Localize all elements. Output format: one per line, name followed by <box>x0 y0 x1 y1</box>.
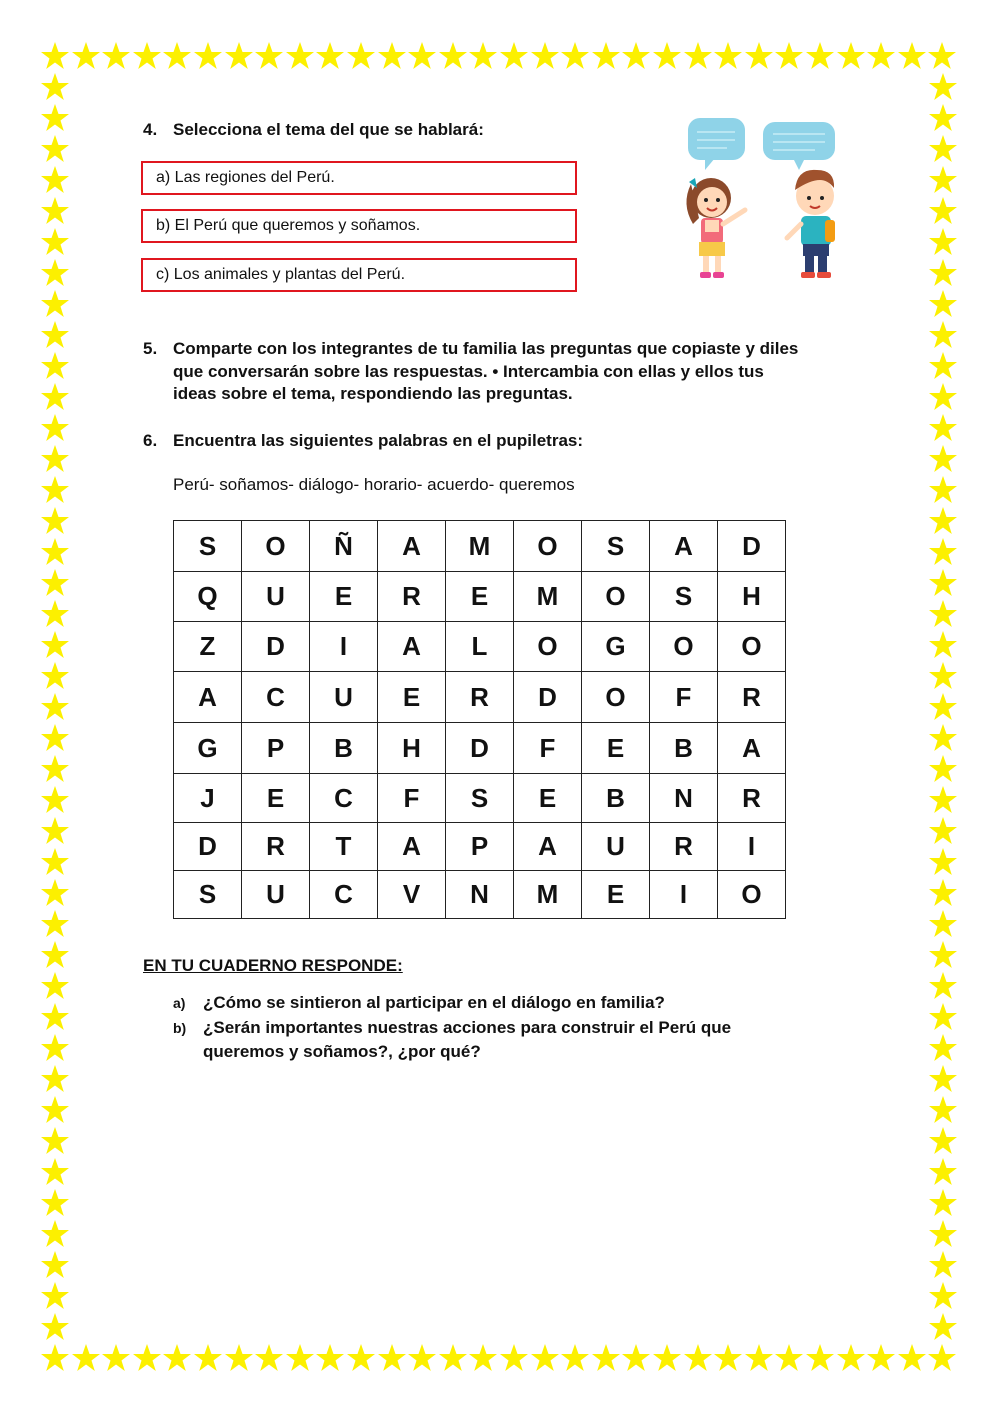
speech-bubble-left-icon <box>688 118 745 170</box>
grid-cell[interactable]: T <box>310 823 378 871</box>
grid-cell[interactable]: F <box>514 723 582 774</box>
notebook-item-a <box>173 991 873 1015</box>
grid-row <box>174 622 786 672</box>
grid-cell[interactable]: U <box>582 823 650 871</box>
notebook-heading: EN TU CUADERNO RESPONDE: <box>143 956 403 975</box>
grid-cell[interactable]: O <box>514 622 582 672</box>
grid-cell[interactable]: A <box>174 672 242 723</box>
grid-cell[interactable]: P <box>242 723 310 774</box>
grid-cell[interactable]: E <box>582 871 650 919</box>
grid-cell[interactable]: M <box>514 572 582 622</box>
grid-cell[interactable]: O <box>582 672 650 723</box>
grid-cell[interactable]: N <box>650 774 718 823</box>
grid-cell[interactable]: J <box>174 774 242 823</box>
question-number: 4. <box>143 120 158 139</box>
item-letter: a) <box>173 995 186 1011</box>
grid-cell[interactable]: O <box>718 622 786 672</box>
grid-cell[interactable]: A <box>378 622 446 672</box>
grid-cell[interactable]: I <box>650 871 718 919</box>
item-letter: b) <box>173 1020 187 1036</box>
grid-row <box>174 572 786 622</box>
grid-cell[interactable]: E <box>582 723 650 774</box>
grid-cell[interactable]: P <box>446 823 514 871</box>
grid-cell[interactable]: Q <box>174 572 242 622</box>
grid-cell[interactable]: C <box>310 774 378 823</box>
grid-cell[interactable]: G <box>582 622 650 672</box>
children-talking-illustration <box>675 112 855 284</box>
grid-cell[interactable]: A <box>378 823 446 871</box>
grid-row <box>174 823 786 871</box>
grid-cell[interactable]: D <box>718 521 786 572</box>
grid-cell[interactable]: U <box>242 572 310 622</box>
grid-cell[interactable]: I <box>310 622 378 672</box>
grid-cell[interactable]: Z <box>174 622 242 672</box>
question-number: 6. <box>143 431 158 450</box>
word-search-grid <box>173 520 786 919</box>
item-text: ¿Cómo se sintieron al participar en el diálogo en familia? <box>203 993 665 1012</box>
grid-cell[interactable]: O <box>718 871 786 919</box>
grid-cell[interactable]: R <box>242 823 310 871</box>
grid-cell[interactable]: B <box>310 723 378 774</box>
grid-cell[interactable]: U <box>242 871 310 919</box>
grid-cell[interactable]: A <box>514 823 582 871</box>
notebook-item-b <box>173 1016 873 1066</box>
grid-cell[interactable]: D <box>242 622 310 672</box>
question-text: Encuentra las siguientes palabras en el pupiletras: <box>173 431 584 450</box>
grid-cell[interactable]: S <box>174 521 242 572</box>
question-5 <box>143 338 903 408</box>
grid-cell[interactable]: R <box>378 572 446 622</box>
grid-cell[interactable]: G <box>174 723 242 774</box>
item-text-line: ¿Serán importantes nuestras acciones para construir el Perú que <box>203 1018 732 1037</box>
grid-cell[interactable]: A <box>718 723 786 774</box>
grid-row <box>174 871 786 919</box>
question-text-line: que conversarán sobre las respuestas. • Intercambia con ellas y ellos tus <box>173 361 764 381</box>
item-text-line: queremos y soñamos?, ¿por qué? <box>203 1042 481 1061</box>
grid-cell[interactable]: R <box>650 823 718 871</box>
grid-cell[interactable]: H <box>718 572 786 622</box>
grid-cell[interactable]: O <box>582 572 650 622</box>
question-text-line: Comparte con los integrantes de tu familia las preguntas que copiaste y diles <box>173 339 799 358</box>
option-c[interactable]: c) Los animales y plantas del Perú. <box>141 258 577 292</box>
grid-cell[interactable]: O <box>242 521 310 572</box>
grid-cell[interactable]: E <box>446 572 514 622</box>
grid-cell[interactable]: D <box>446 723 514 774</box>
speech-bubble-right-icon <box>763 122 835 170</box>
grid-row <box>174 723 786 774</box>
grid-cell[interactable]: S <box>650 572 718 622</box>
grid-cell[interactable]: F <box>650 672 718 723</box>
option-b[interactable]: b) El Perú que queremos y soñamos. <box>141 209 577 243</box>
grid-cell[interactable]: E <box>514 774 582 823</box>
grid-cell[interactable]: O <box>650 622 718 672</box>
boy-icon <box>787 170 835 278</box>
grid-cell[interactable]: D <box>174 823 242 871</box>
grid-cell[interactable]: U <box>310 672 378 723</box>
grid-cell[interactable]: S <box>174 871 242 919</box>
grid-cell[interactable]: S <box>582 521 650 572</box>
grid-cell[interactable]: E <box>378 672 446 723</box>
option-a[interactable]: a) Las regiones del Perú. <box>141 161 577 195</box>
grid-cell[interactable]: B <box>582 774 650 823</box>
grid-cell[interactable]: S <box>446 774 514 823</box>
grid-cell[interactable]: C <box>242 672 310 723</box>
grid-row <box>174 774 786 823</box>
grid-cell[interactable]: A <box>378 521 446 572</box>
question-number: 5. <box>143 339 158 358</box>
grid-cell[interactable]: R <box>718 774 786 823</box>
grid-cell[interactable]: Ñ <box>310 521 378 572</box>
grid-cell[interactable]: L <box>446 622 514 672</box>
grid-row <box>174 521 786 572</box>
grid-cell[interactable]: R <box>718 672 786 723</box>
grid-cell[interactable]: D <box>514 672 582 723</box>
grid-row <box>174 672 786 723</box>
word-list: Perú- soñamos- diálogo- horario- acuerdo- queremos <box>173 475 575 494</box>
grid-cell[interactable]: E <box>310 572 378 622</box>
grid-cell[interactable]: H <box>378 723 446 774</box>
grid-cell[interactable]: V <box>378 871 446 919</box>
grid-cell[interactable]: R <box>446 672 514 723</box>
question-text: Selecciona el tema del que se hablará: <box>173 120 484 139</box>
grid-cell[interactable]: E <box>242 774 310 823</box>
grid-cell[interactable]: F <box>378 774 446 823</box>
grid-cell[interactable]: A <box>650 521 718 572</box>
grid-cell[interactable]: N <box>446 871 514 919</box>
question-text-line: ideas sobre el tema, respondiendo las preguntas. <box>173 384 573 403</box>
grid-cell[interactable]: M <box>514 871 582 919</box>
grid-cell[interactable]: I <box>718 823 786 871</box>
grid-cell[interactable]: M <box>446 521 514 572</box>
grid-cell[interactable]: C <box>310 871 378 919</box>
girl-icon <box>686 178 745 278</box>
grid-cell[interactable]: O <box>514 521 582 572</box>
grid-cell[interactable]: B <box>650 723 718 774</box>
